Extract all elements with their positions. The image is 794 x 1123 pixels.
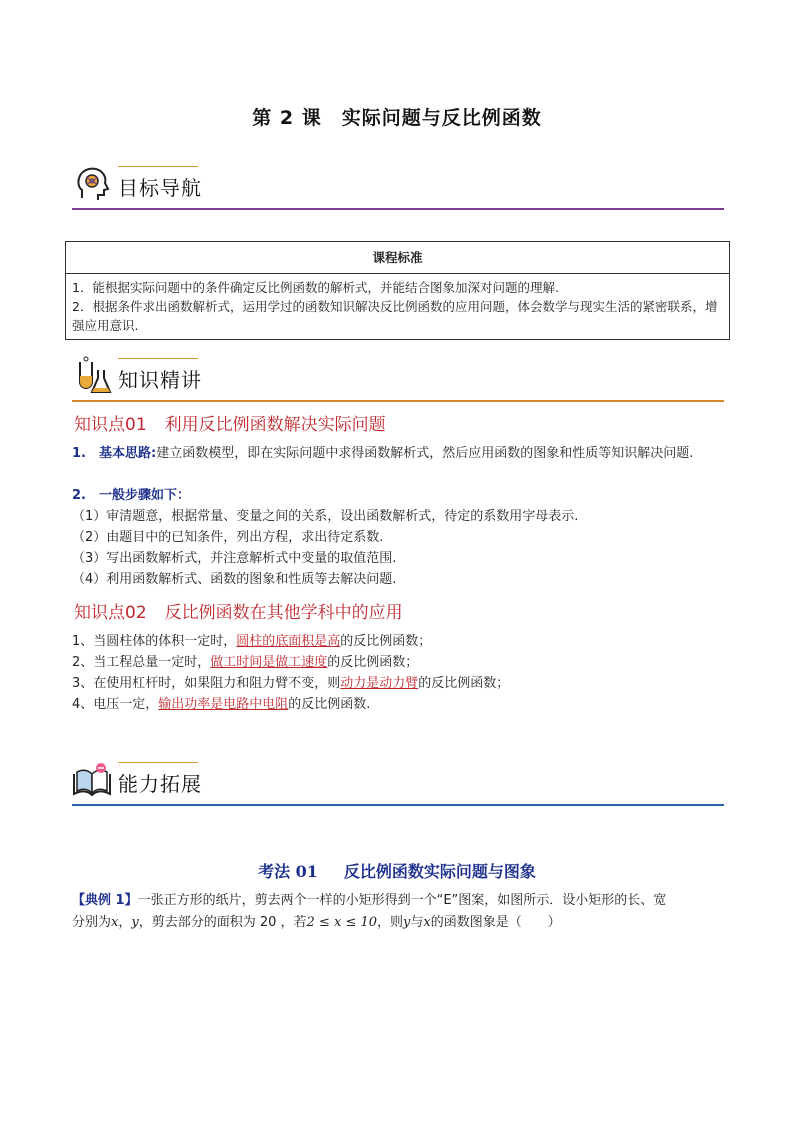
table-cell — [66, 274, 730, 340]
example-text: 的函数图象是（ ） — [430, 915, 561, 930]
lab-flask-icon — [72, 356, 112, 396]
example-text: 与 — [410, 915, 424, 930]
table-header: 课程标准 — [66, 242, 730, 274]
line-text: 3、在使用杠杆时，如果阻力和阻力臂不变，则 — [72, 676, 341, 691]
line-text: 的反比例函数； — [327, 655, 419, 670]
application-line — [72, 673, 724, 694]
application-line — [72, 652, 724, 673]
section-accent-line — [118, 358, 198, 359]
example-text: ，则 — [377, 915, 404, 930]
math-var: x — [423, 915, 431, 930]
section-rule — [72, 208, 724, 210]
example-text: ，剪去部分的面积为 20 ，若 — [138, 915, 307, 930]
open-book-icon — [72, 760, 112, 800]
line-text: 的反比例函数. — [288, 697, 371, 712]
line-text: 4、电压一定， — [72, 697, 159, 712]
head-gear-icon — [72, 164, 112, 204]
kp1-steps-label — [72, 485, 724, 506]
underlined-term: 动力是动力臂 — [340, 676, 419, 691]
step-line: （2）由题目中的已知条件，列出方程，求出待定系数. — [72, 530, 384, 545]
knowledge-point-2-title — [74, 598, 403, 623]
step-line: （3）写出函数解析式，并注意解析式中变量的取值范围. — [72, 551, 397, 566]
line-text: 1、当圆柱体的体积一定时， — [72, 634, 237, 649]
standard-item: 2．根据条件求出函数解析式，运用学过的函数知识解决反比例函数的应用问题，体会数学与现实生活的紧密联系，增强应用意识. — [72, 299, 718, 333]
section-goal — [72, 164, 724, 210]
kp-number: 知识点01 — [74, 415, 147, 435]
section-title: 能力拓展 — [118, 772, 202, 796]
example-text: ， — [118, 915, 132, 930]
line-text: 的反比例函数； — [340, 634, 432, 649]
section-accent-line — [118, 166, 198, 167]
math-var: x — [111, 915, 119, 930]
math-var: y — [403, 915, 411, 930]
section-accent-line — [118, 762, 198, 763]
example-1 — [72, 890, 724, 934]
section-knowledge — [72, 356, 724, 402]
underlined-term: 输出功率是电路中电阻 — [158, 697, 289, 712]
section-rule — [72, 400, 724, 402]
math-var: y — [131, 915, 139, 930]
example-label: 【典例 1】 — [72, 893, 138, 908]
course-standard-table — [65, 241, 730, 340]
kp1-basic — [72, 443, 724, 464]
line-text: 的反比例函数； — [418, 676, 510, 691]
kp-name: 反比例函数在其他学科中的应用 — [164, 603, 403, 623]
application-line — [72, 694, 724, 715]
section-ability — [72, 760, 724, 806]
section-title: 目标导航 — [118, 176, 202, 200]
page-title: 第 2 课 实际问题与反比例函数 — [252, 107, 542, 129]
method-number: 考法 01 — [258, 862, 318, 881]
knowledge-point-1-title — [74, 410, 386, 435]
basic-text: 建立函数模型，即在实际问题中求得函数解析式，然后应用函数的图象和性质等知识解决问题. — [156, 446, 694, 461]
underlined-term: 圆柱的底面积是高 — [236, 634, 341, 649]
math-inequality: 2 ≤ x ≤ 10 — [306, 915, 378, 930]
example-text: 分别为 — [72, 915, 112, 930]
section-title: 知识精讲 — [118, 368, 202, 392]
step-line: （4）利用函数解析式、函数的图象和性质等去解决问题. — [72, 572, 397, 587]
example-method-title — [0, 859, 794, 882]
basic-label: 1. 基本思路: — [72, 446, 157, 461]
example-text: 一张正方形的纸片，剪去两个一样的小矩形得到一个“E”图案，如图所示．设小矩形的长、宽 — [137, 893, 667, 908]
underlined-term: 做工时间是做工速度 — [210, 655, 328, 670]
line-text: 2、当工程总量一定时， — [72, 655, 211, 670]
application-line — [72, 631, 724, 652]
kp-number: 知识点02 — [74, 603, 147, 623]
step-line: （1）审清题意，根据常量、变量之间的关系，设出函数解析式，待定的系数用字母表示. — [72, 509, 579, 524]
method-name: 反比例函数实际问题与图象 — [343, 862, 536, 881]
kp-name: 利用反比例函数解决实际问题 — [164, 415, 386, 435]
steps-label: 2. 一般步骤如下： — [72, 488, 190, 503]
standard-item: 1．能根据实际问题中的条件确定反比例函数的解析式，并能结合图象加深对问题的理解. — [72, 280, 559, 295]
section-rule — [72, 804, 724, 806]
